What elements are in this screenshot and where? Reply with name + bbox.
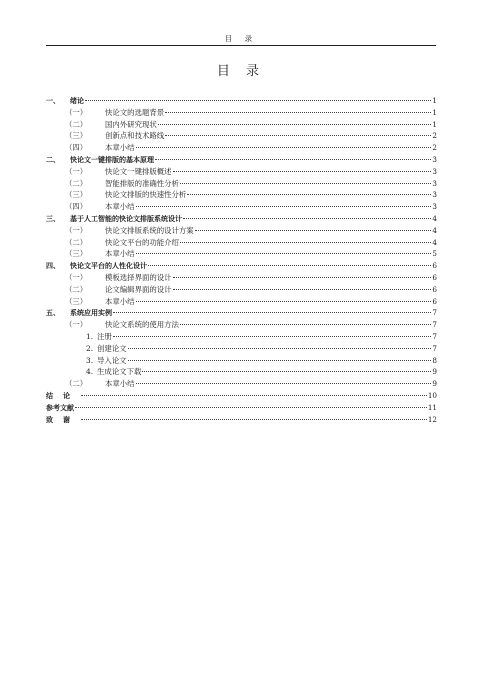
toc-entry-title: 快论文一键排版的基本原理	[70, 155, 154, 164]
toc-entry-number: 4.	[86, 367, 94, 377]
toc-entry[interactable]	[46, 154, 437, 166]
toc-entry[interactable]	[46, 130, 437, 142]
toc-entry-number: 2.	[86, 343, 94, 353]
dot-leader	[136, 383, 432, 384]
toc-entry-title: 快论文排版系统的设计方案	[105, 225, 194, 235]
toc-entry-title: 结论	[46, 391, 80, 400]
toc-entry[interactable]	[46, 272, 437, 284]
toc-entry-title: 注册	[97, 331, 112, 341]
toc-entry-page: 5	[432, 249, 437, 259]
dot-leader	[183, 218, 431, 219]
dot-leader	[136, 206, 432, 207]
toc-entry-title: 快论文的选题背景	[105, 107, 165, 117]
toc-entry[interactable]	[46, 284, 437, 296]
dot-leader	[75, 407, 427, 408]
dot-leader	[81, 395, 427, 396]
toc-entry-number: 一、	[46, 97, 60, 105]
toc-entry-title: 生成论文下载	[97, 367, 142, 377]
toc-entry[interactable]	[46, 178, 437, 190]
toc-entry-page: 6	[432, 296, 437, 306]
toc-entry-page: 6	[432, 272, 437, 282]
dot-leader	[180, 183, 432, 184]
header-rule	[46, 45, 436, 46]
toc-entry-title: 快论文平台的功能介绍	[105, 237, 179, 247]
toc-entry-number: 三、	[46, 214, 60, 223]
toc-entry-number: （一）	[65, 272, 88, 282]
toc-entry-title: 本章小结	[105, 249, 135, 259]
toc-entry-title: 系统应用实例	[70, 309, 112, 318]
toc-entry[interactable]	[46, 260, 437, 272]
toc-entry-page: 4	[432, 225, 437, 235]
dot-leader	[148, 265, 431, 266]
dot-leader	[180, 242, 432, 243]
dot-leader	[165, 112, 431, 113]
toc-entry-title: 导入论文	[97, 355, 127, 365]
toc-entry-page: 1	[432, 107, 437, 117]
toc-entry-page: 4	[432, 213, 437, 223]
toc-entry-title: 本章小结	[105, 379, 135, 389]
dot-leader	[136, 301, 432, 302]
running-header: 目 录	[224, 34, 258, 43]
toc-entry-page: 3	[432, 190, 437, 200]
toc-entry-title: 致谢	[46, 415, 80, 424]
table-of-contents	[46, 95, 437, 425]
dot-leader	[85, 100, 431, 101]
toc-entry[interactable]	[46, 95, 437, 107]
toc-entry-page: 2	[432, 131, 437, 141]
toc-entry-page: 11	[427, 402, 437, 412]
toc-entry-page: 7	[432, 308, 437, 318]
toc-entry[interactable]	[46, 331, 437, 343]
toc-entry[interactable]	[46, 189, 437, 201]
toc-entry-page: 3	[432, 178, 437, 188]
toc-entry-title: 本章小结	[105, 296, 135, 306]
toc-entry-number: （二）	[65, 178, 88, 188]
dot-leader	[165, 135, 431, 136]
toc-entry-page: 12	[427, 414, 437, 424]
toc-entry-number: （二）	[65, 284, 88, 294]
toc-entry[interactable]	[46, 201, 437, 213]
toc-entry-number: 1.	[86, 331, 94, 341]
toc-entry-page: 3	[432, 154, 437, 164]
toc-entry-title: 快论文平台的人性化设计	[70, 262, 147, 271]
dot-leader	[158, 124, 432, 125]
toc-entry-number: （四）	[65, 202, 88, 212]
dot-leader	[187, 194, 431, 195]
toc-entry-title: 基于人工智能的快论文排版系统设计	[70, 214, 182, 223]
dot-leader	[136, 147, 432, 148]
toc-entry-number: （四）	[65, 143, 88, 153]
toc-entry-title: 本章小结	[105, 202, 135, 212]
dot-leader	[173, 289, 432, 290]
dot-leader	[113, 312, 431, 313]
toc-entry-title: 智能排版的准确性分析	[105, 178, 179, 188]
toc-entry[interactable]	[46, 366, 437, 378]
toc-entry-number: （一）	[65, 166, 88, 176]
toc-entry-title: 绪论	[70, 97, 84, 105]
page-title: 目 录	[216, 64, 266, 79]
toc-entry-title: 国内外研究现状	[105, 119, 157, 129]
toc-entry-number: （二）	[65, 237, 88, 247]
toc-entry[interactable]	[46, 402, 437, 414]
toc-entry-page: 7	[432, 331, 437, 341]
toc-entry-number: 3.	[86, 355, 94, 365]
toc-entry-page: 4	[432, 237, 437, 247]
toc-entry[interactable]	[46, 237, 437, 249]
toc-entry-title: 本章小结	[105, 143, 135, 153]
toc-entry-page: 9	[432, 367, 437, 377]
toc-entry[interactable]	[46, 213, 437, 225]
dot-leader	[195, 230, 432, 231]
dot-leader	[155, 159, 431, 160]
toc-entry-number: （三）	[65, 296, 88, 306]
dot-leader	[113, 336, 432, 337]
toc-entry[interactable]	[46, 355, 437, 367]
toc-entry-title: 模板选择界面的设计	[105, 272, 172, 282]
toc-entry-page: 1	[432, 119, 437, 129]
toc-entry-page: 10	[427, 390, 437, 400]
toc-entry-page: 6	[432, 261, 437, 271]
toc-entry-page: 9	[432, 379, 437, 389]
toc-entry-page: 6	[432, 284, 437, 294]
toc-entry[interactable]	[46, 390, 437, 402]
toc-entry[interactable]	[46, 119, 437, 131]
toc-entry[interactable]	[46, 343, 437, 355]
dot-leader	[142, 371, 431, 372]
toc-entry-page: 7	[432, 320, 437, 330]
toc-entry-title: 快论文一键排版概述	[105, 166, 172, 176]
dot-leader	[128, 360, 432, 361]
dot-leader	[180, 324, 432, 325]
toc-entry[interactable]	[46, 414, 437, 426]
toc-entry-number: （一）	[65, 320, 88, 330]
toc-entry[interactable]	[46, 378, 437, 390]
toc-entry-number: （三）	[65, 131, 88, 141]
toc-entry-page: 3	[432, 202, 437, 212]
toc-entry[interactable]	[46, 166, 437, 178]
toc-entry-page: 3	[432, 166, 437, 176]
toc-entry[interactable]	[46, 307, 437, 319]
toc-entry-page: 2	[432, 143, 437, 153]
toc-entry-title: 论文编辑界面的设计	[105, 284, 172, 294]
toc-entry[interactable]	[46, 248, 437, 260]
toc-entry[interactable]	[46, 107, 437, 119]
toc-entry[interactable]	[46, 142, 437, 154]
toc-entry-title: 创新点和技术路线	[105, 131, 165, 141]
toc-entry-number: 二、	[46, 155, 60, 164]
dot-leader	[136, 253, 432, 254]
toc-entry-title: 参考文献	[46, 403, 74, 412]
toc-entry-number: 五、	[46, 309, 60, 318]
dot-leader	[81, 419, 427, 420]
toc-entry-number: （二）	[65, 379, 88, 389]
dot-leader	[173, 171, 432, 172]
toc-entry-page: 7	[432, 343, 437, 353]
toc-entry[interactable]	[46, 296, 437, 308]
toc-entry-page: 8	[432, 355, 437, 365]
toc-entry-title: 快论文系统的使用方法	[105, 320, 179, 330]
toc-entry-number: （一）	[65, 225, 88, 235]
toc-entry-title: 创建论文	[97, 343, 127, 353]
toc-entry-number: （三）	[65, 249, 88, 259]
toc-entry-title: 快论文排版的快速性分析	[105, 190, 187, 200]
toc-entry-number: （二）	[65, 119, 88, 129]
toc-entry[interactable]	[46, 225, 437, 237]
toc-entry-number: 四、	[46, 262, 60, 271]
toc-entry-page: 1	[432, 96, 437, 105]
toc-entry-number: （一）	[65, 107, 88, 117]
dot-leader	[128, 348, 432, 349]
dot-leader	[173, 277, 432, 278]
toc-entry-number: （三）	[65, 190, 88, 200]
toc-entry[interactable]	[46, 319, 437, 331]
